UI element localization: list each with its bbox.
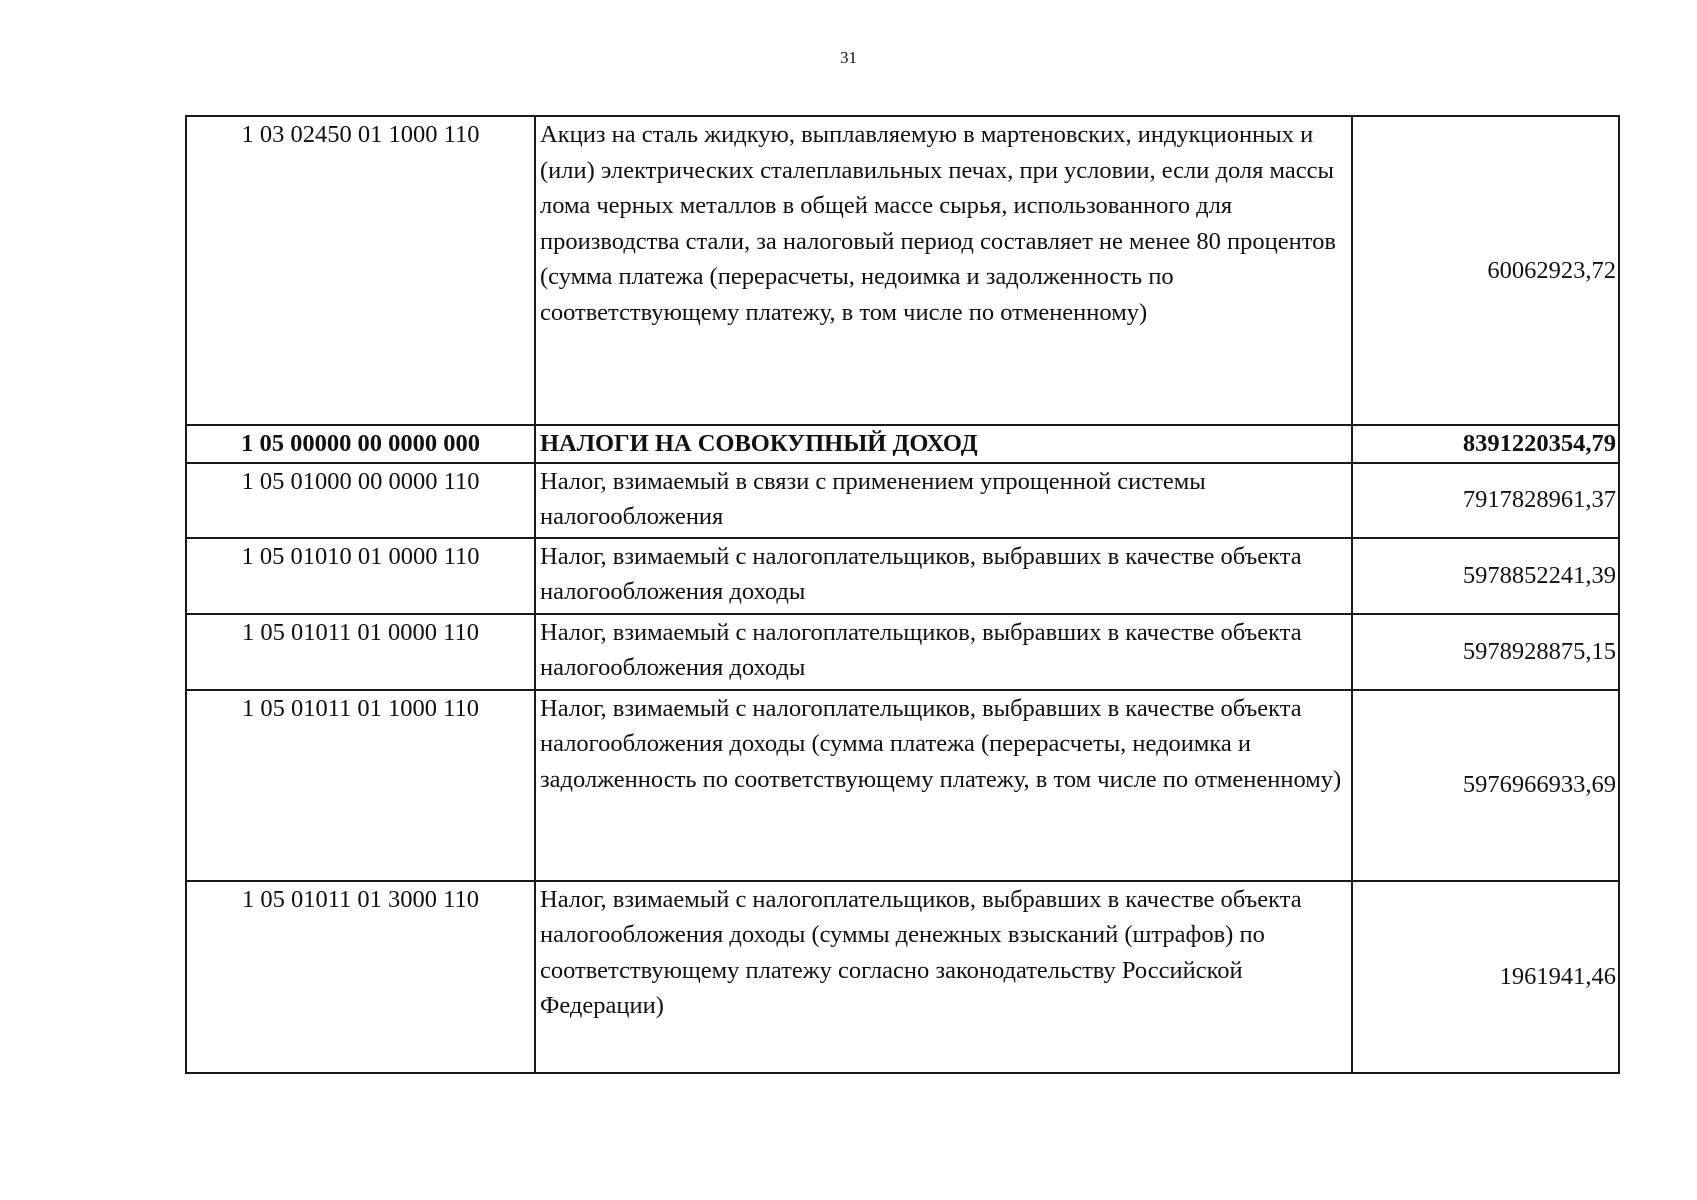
row-amount: 60062923,72 — [1352, 116, 1619, 425]
table-row-total — [186, 425, 1619, 463]
table-row — [186, 538, 1619, 614]
budget-code: 1 03 02450 01 1000 110 — [186, 116, 535, 425]
row-amount: 5978928875,15 — [1352, 614, 1619, 690]
budget-code: 1 05 01000 00 0000 110 — [186, 463, 535, 538]
budget-code: 1 05 01010 01 0000 110 — [186, 538, 535, 614]
row-amount: 1961941,46 — [1352, 881, 1619, 1073]
table-row — [186, 614, 1619, 690]
revenue-table — [185, 115, 1620, 1074]
budget-code: 1 05 01011 01 0000 110 — [186, 614, 535, 690]
table-row — [186, 881, 1619, 1073]
table-row — [186, 463, 1619, 538]
row-description: Налог, взимаемый с налогоплательщиков, выбравших в качестве объекта налогообложения доходы (сумма платежа (перерасчеты, недоимка и задолженность по соответствующему платежу, в том числе по отмененному) — [535, 690, 1352, 881]
row-amount: 5976966933,69 — [1352, 690, 1619, 881]
row-amount: 7917828961,37 — [1352, 463, 1619, 538]
budget-code: 1 05 01011 01 1000 110 — [186, 690, 535, 881]
row-amount: 5978852241,39 — [1352, 538, 1619, 614]
row-description: Налог, взимаемый в связи с применением упрощенной системы налогообложения — [535, 463, 1352, 538]
budget-code: 1 05 01011 01 3000 110 — [186, 881, 535, 1073]
row-description: НАЛОГИ НА СОВОКУПНЫЙ ДОХОД — [535, 425, 1352, 463]
row-description: Налог, взимаемый с налогоплательщиков, выбравших в качестве объекта налогообложения доходы — [535, 614, 1352, 690]
table-row — [186, 690, 1619, 881]
row-description: Налог, взимаемый с налогоплательщиков, выбравших в качестве объекта налогообложения доходы — [535, 538, 1352, 614]
page-number: 31 — [840, 48, 857, 67]
row-description: Налог, взимаемый с налогоплательщиков, выбравших в качестве объекта налогообложения доходы (суммы денежных взысканий (штрафов) по соответствующему платежу согласно законодательству Российской Федерации) — [535, 881, 1352, 1073]
row-description: Акциз на сталь жидкую, выплавляемую в мартеновских, индукционных и (или) электрических сталеплавильных печах, при условии, если доля массы лома черных металлов в общей массе сырья, использованного для производства стали, за налоговый период составляет не менее 80 процентов (сумма платежа (перерасчеты, недоимка и задолженность по соответствующему платежу, в том числе по отмененному) — [535, 116, 1352, 425]
budget-code: 1 05 00000 00 0000 000 — [186, 425, 535, 463]
row-amount: 8391220354,79 — [1352, 425, 1619, 463]
table-row — [186, 116, 1619, 425]
